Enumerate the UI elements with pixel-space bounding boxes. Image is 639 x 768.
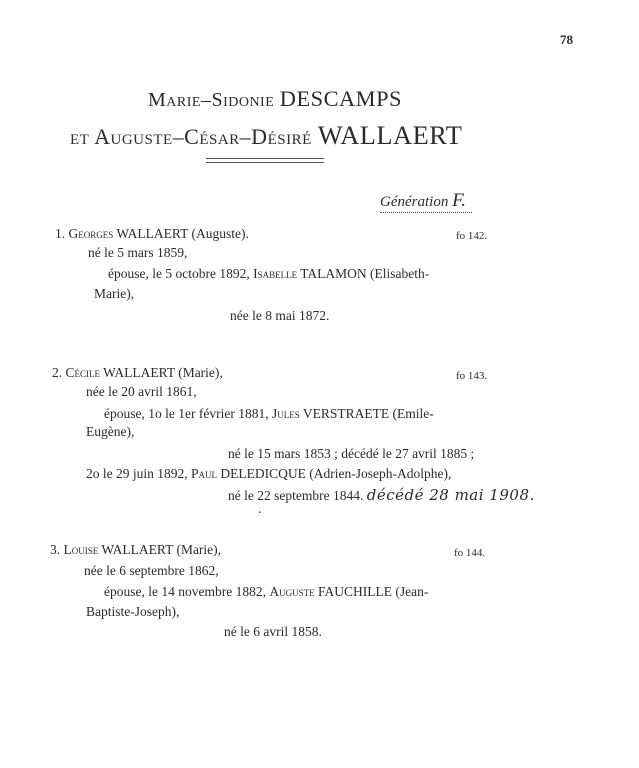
entry-3-spouse-birth: né le 6 avril 1858.	[224, 624, 322, 639]
entry-1-spouse	[108, 266, 429, 282]
spouse-date: épouse, le 5 octobre 1892,	[108, 266, 250, 281]
spouse2-first-name: Paul	[191, 466, 218, 481]
entry-first-name: Georges	[68, 226, 114, 241]
title-rule-top	[206, 158, 324, 159]
spouse-name: TALAMON (Elisabeth-	[300, 266, 430, 281]
entry-2-spouse	[104, 406, 434, 422]
entry-1-folio: fo 142.	[456, 230, 488, 242]
generation-label: Génération	[380, 194, 449, 210]
entry-2-spouse-cont: Eugène),	[86, 424, 135, 439]
spouse2-birth: né le 22 septembre 1844.	[228, 488, 364, 503]
entry-name: WALLAERT (Marie),	[103, 365, 223, 380]
title-surname-1: DESCAMPS	[279, 86, 402, 111]
entry-name: WALLAERT (Auguste).	[116, 226, 249, 241]
spouse2-date: 2o le 29 juin 1892,	[86, 466, 188, 481]
entry-2-folio: fo 143.	[456, 370, 488, 382]
title-rule-bottom	[206, 162, 324, 163]
entry-number: 2.	[52, 365, 63, 380]
generation-heading	[380, 190, 466, 212]
title-surname-2: WALLAERT	[317, 120, 463, 150]
spouse2-name: DELEDICQUE (Adrien-Joseph-Adolphe),	[220, 466, 452, 481]
spouse-first-name: Isabelle	[253, 266, 298, 281]
entry-3-heading	[50, 542, 221, 558]
entry-3-spouse-cont: Baptiste-Joseph),	[86, 604, 180, 619]
entry-3-spouse	[104, 584, 428, 600]
generation-letter: F.	[452, 190, 466, 211]
title-line-2	[70, 120, 462, 151]
entry-number: 1.	[55, 226, 66, 241]
entry-3-birth: née le 6 septembre 1862,	[84, 563, 219, 578]
entry-3-folio: fo 144.	[454, 547, 486, 559]
entry-2-heading	[52, 365, 223, 381]
spouse-first-name: Jules	[271, 406, 300, 421]
ink-dot: .	[258, 502, 262, 517]
spouse-date: épouse, 1o le 1er février 1881,	[104, 406, 269, 421]
generation-underline	[380, 212, 472, 216]
spouse-name: FAUCHILLE (Jean-	[317, 584, 429, 599]
entry-name: WALLAERT (Marie),	[101, 542, 222, 557]
title-line-1	[148, 86, 402, 112]
entry-first-name: Cécile	[65, 365, 100, 380]
entry-1-heading	[55, 226, 249, 242]
spouse-name: VERSTRAETE (Emile-	[302, 406, 434, 421]
entry-2-spouse2-birth-line	[228, 486, 535, 504]
handwritten-death-note: décédé 28 mai 1908.	[366, 486, 535, 504]
entry-1-spouse-cont: Marie),	[94, 286, 135, 301]
entry-1-birth: né le 5 mars 1859,	[88, 245, 188, 260]
entry-first-name: Louise	[63, 542, 99, 557]
entry-2-spouse2	[86, 466, 451, 482]
page-number: 78	[560, 32, 573, 47]
spouse-first-name: Auguste	[269, 584, 315, 599]
entry-number: 3.	[50, 542, 61, 557]
entry-1-spouse-birth: née le 8 mai 1872.	[230, 308, 330, 323]
title-first-names-2: et Auguste–César–Désiré	[70, 124, 312, 149]
entry-2-birth: née le 20 avril 1861,	[86, 384, 197, 399]
spouse-date: épouse, le 14 novembre 1882,	[104, 584, 266, 599]
entry-2-spouse-birth: né le 15 mars 1853 ; décédé le 27 avril 1885 ;	[228, 446, 475, 461]
title-first-names-1: Marie–Sidonie	[148, 89, 275, 111]
